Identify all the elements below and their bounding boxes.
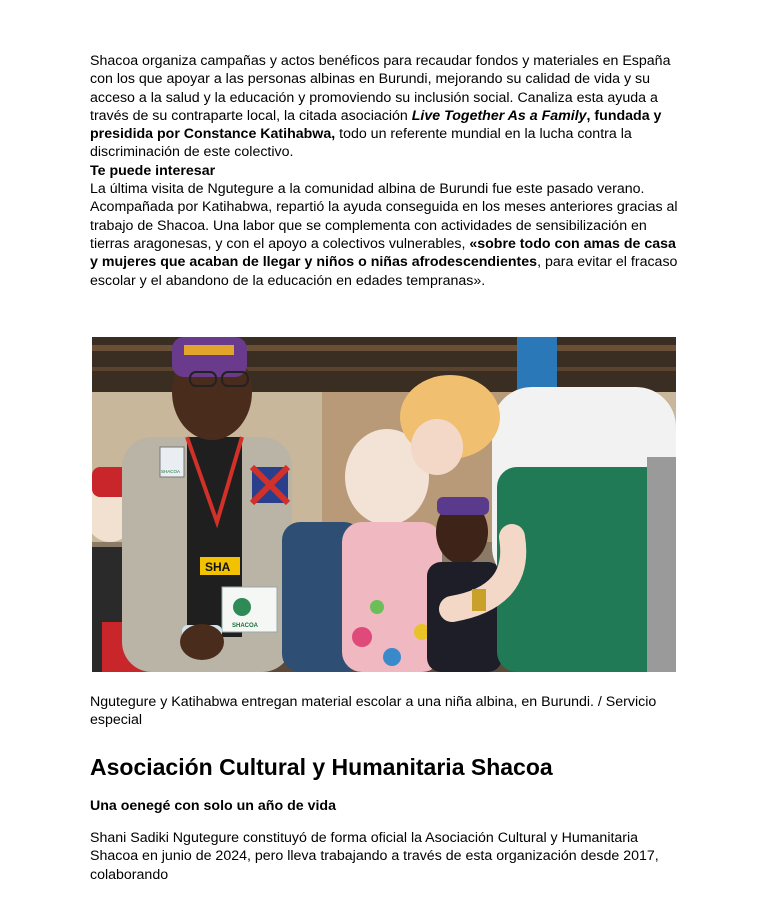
photo-caption: Ngutegure y Katihabwa entregan material escolar a una niña albina, en Burundi. / Servicio especial [90, 694, 657, 729]
section-subtitle: Una oenegé con solo un año de vida [90, 798, 336, 814]
related-heading[interactable]: Te puede interesar [90, 162, 216, 179]
paragraph-2-text-a: La última visita de Ngutegure a la comunidad albina de Burundi fue este pasado verano. Acompañada por Katihabwa, repartió la ayuda conseguida en los meses anteriores gracias al trabajo de Shacoa. Una labor que se complementa con actividades de sensibilización en tierras aragonesas, y con el apoyo a colectivos vulnerables, [90, 181, 678, 252]
paragraph-2-quote: «sobre todo con amas de casa y mujeres que acaban de llegar y niños o niñas afrodescendientes [90, 235, 676, 271]
vest-text: SHA [205, 560, 231, 574]
org-name: Live Together As a Family [411, 107, 587, 124]
article-photo [92, 337, 676, 672]
svg-text:SHACOA: SHACOA [232, 623, 259, 629]
watch [472, 589, 486, 611]
paragraph-2-text-c: , para evitar el fracaso escolar y el abandono de la educación en edades tempranas». [90, 254, 678, 289]
paragraph-2 [90, 180, 680, 290]
intro-text-a: Shacoa organiza campañas y actos benéficos para recaudar fondos y materiales en España con los que apoyar a las personas albinas en Burundi, mejorando su calidad de vida y su acceso a la salud y la educación y promoviendo su inclusión social. Canaliza esta ayuda a través de su contraparte local, la citada asociación [90, 53, 671, 124]
article-top [90, 52, 680, 290]
photo-illustration [92, 337, 676, 672]
intro-paragraph [90, 52, 680, 162]
founder-text: , fundada y presidida por Constance Katihabwa, [90, 107, 662, 143]
svg-text:SHACOA: SHACOA [161, 469, 181, 474]
section-title: Asociación Cultural y Humanitaria Shacoa [90, 754, 553, 780]
section-body: Shani Sadiki Ngutegure constituyó de forma oficial la Asociación Cultural y Humanitaria Shacoa en junio de 2024, pero lleva trabajando a través de esta organización desde 2017, colaborando [90, 830, 659, 883]
intro-text-c: todo un referente mundial en la lucha contra la discriminación de este colectivo. [90, 126, 632, 161]
